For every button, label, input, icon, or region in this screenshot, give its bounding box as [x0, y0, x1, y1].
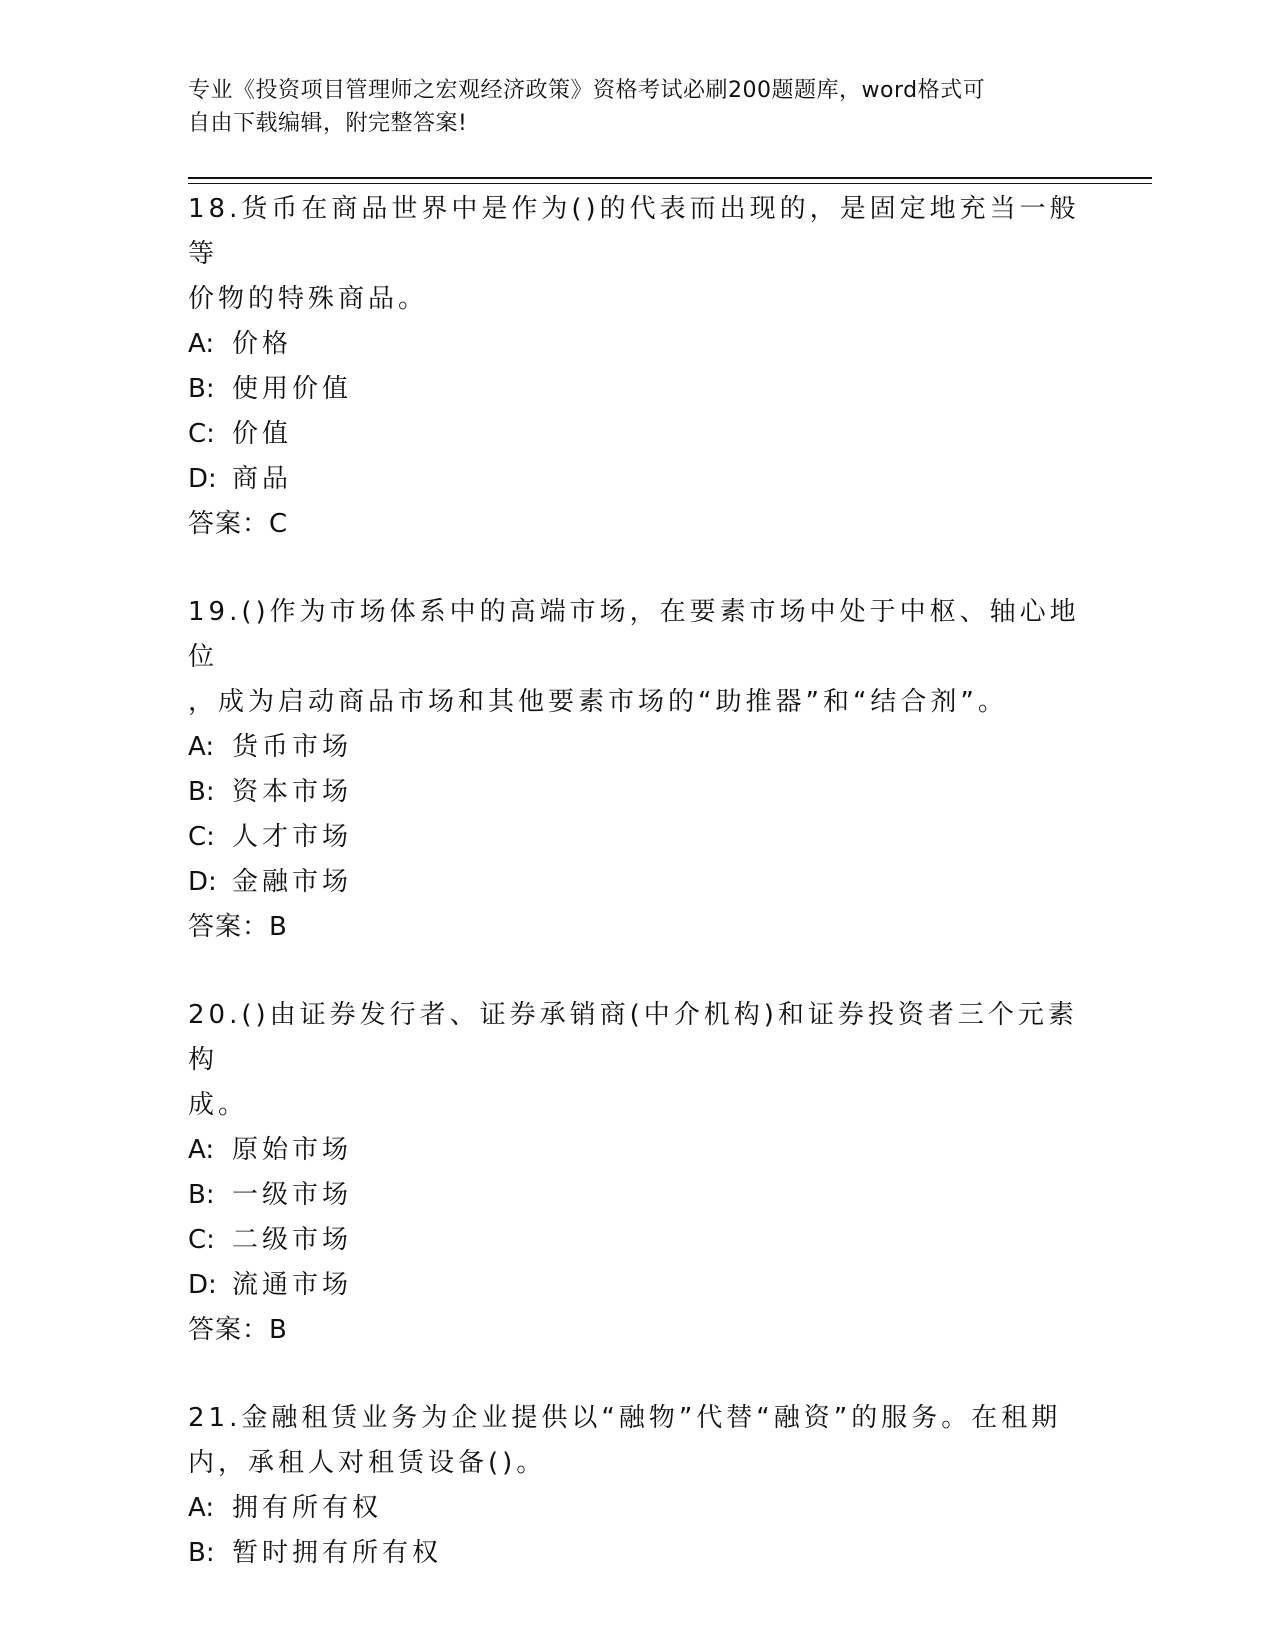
question-stem-line: 21.金融租赁业务为企业提供以“融物”代替“融资”的服务。在租期 — [188, 1403, 1062, 1433]
question-stem-line: 19.()作为市场体系中的高端市场，在要素市场中处于中枢、轴心地位 — [188, 597, 1080, 672]
answer-line: 答案：B — [188, 912, 288, 942]
question-stem-line: 成。 — [188, 1090, 249, 1120]
option-text: 人才市场 — [232, 822, 353, 852]
option-a — [188, 322, 1088, 367]
option-text: 暂时拥有所有权 — [232, 1538, 443, 1568]
option-text: 拥有所有权 — [232, 1493, 383, 1523]
question-stem-line: 内，承租人对租赁设备()。 — [188, 1448, 547, 1478]
option-d — [188, 860, 1088, 905]
option-text: 商品 — [232, 464, 293, 494]
option-a — [188, 725, 1088, 770]
option-letter: B: — [188, 1180, 215, 1210]
question-stem-line: 价物的特殊商品。 — [188, 284, 429, 314]
option-text: 原始市场 — [232, 1135, 353, 1165]
option-letter: B: — [188, 1538, 215, 1568]
option-text: 资本市场 — [232, 777, 353, 807]
option-c — [188, 1218, 1088, 1263]
option-letter: D: — [188, 1270, 217, 1300]
option-letter: A: — [188, 1493, 215, 1523]
header-divider-thin — [188, 183, 1152, 184]
option-a — [188, 1128, 1088, 1173]
question-stem-line: 18.货币在商品世界中是作为()的代表而出现的，是固定地充当一般等 — [188, 194, 1080, 269]
option-b — [188, 367, 1088, 412]
option-text: 一级市场 — [232, 1180, 353, 1210]
option-text: 货币市场 — [232, 732, 353, 762]
question-21 — [188, 1396, 1088, 1576]
header-line-2: 自由下载编辑，附完整答案! — [188, 111, 468, 136]
question-20 — [188, 993, 1088, 1353]
option-letter: D: — [188, 464, 217, 494]
option-letter: C: — [188, 1225, 215, 1255]
option-letter: B: — [188, 777, 215, 807]
option-letter: B: — [188, 374, 215, 404]
option-text: 使用价值 — [232, 374, 353, 404]
question-18 — [188, 187, 1088, 547]
option-letter: C: — [188, 419, 215, 449]
option-letter: A: — [188, 329, 215, 359]
answer-line: 答案：B — [188, 1315, 288, 1345]
document-header — [188, 74, 1068, 140]
option-letter: A: — [188, 1135, 215, 1165]
question-list — [188, 187, 1088, 1619]
option-text: 金融市场 — [232, 867, 353, 897]
option-c — [188, 412, 1088, 457]
option-letter: D: — [188, 867, 217, 897]
option-text: 流通市场 — [232, 1270, 353, 1300]
option-letter: A: — [188, 732, 215, 762]
option-text: 价值 — [232, 419, 293, 449]
option-b — [188, 770, 1088, 815]
question-stem-line: ，成为启动商品市场和其他要素市场的“助推器”和“结合剂”。 — [188, 687, 1008, 717]
option-b — [188, 1173, 1088, 1218]
question-stem-line: 20.()由证券发行者、证券承销商(中介机构)和证券投资者三个元素构 — [188, 1000, 1078, 1075]
option-c — [188, 815, 1088, 860]
option-d — [188, 1263, 1088, 1308]
question-19 — [188, 590, 1088, 950]
header-divider-thick — [188, 177, 1152, 179]
answer-line: 答案：C — [188, 509, 289, 539]
option-a — [188, 1486, 1088, 1531]
option-letter: C: — [188, 822, 215, 852]
option-text: 二级市场 — [232, 1225, 353, 1255]
header-line-1: 专业《投资项目管理师之宏观经济政策》资格考试必刷200题题库，word格式可 — [188, 78, 986, 103]
option-d — [188, 457, 1088, 502]
option-text: 价格 — [232, 329, 293, 359]
option-b — [188, 1531, 1088, 1576]
